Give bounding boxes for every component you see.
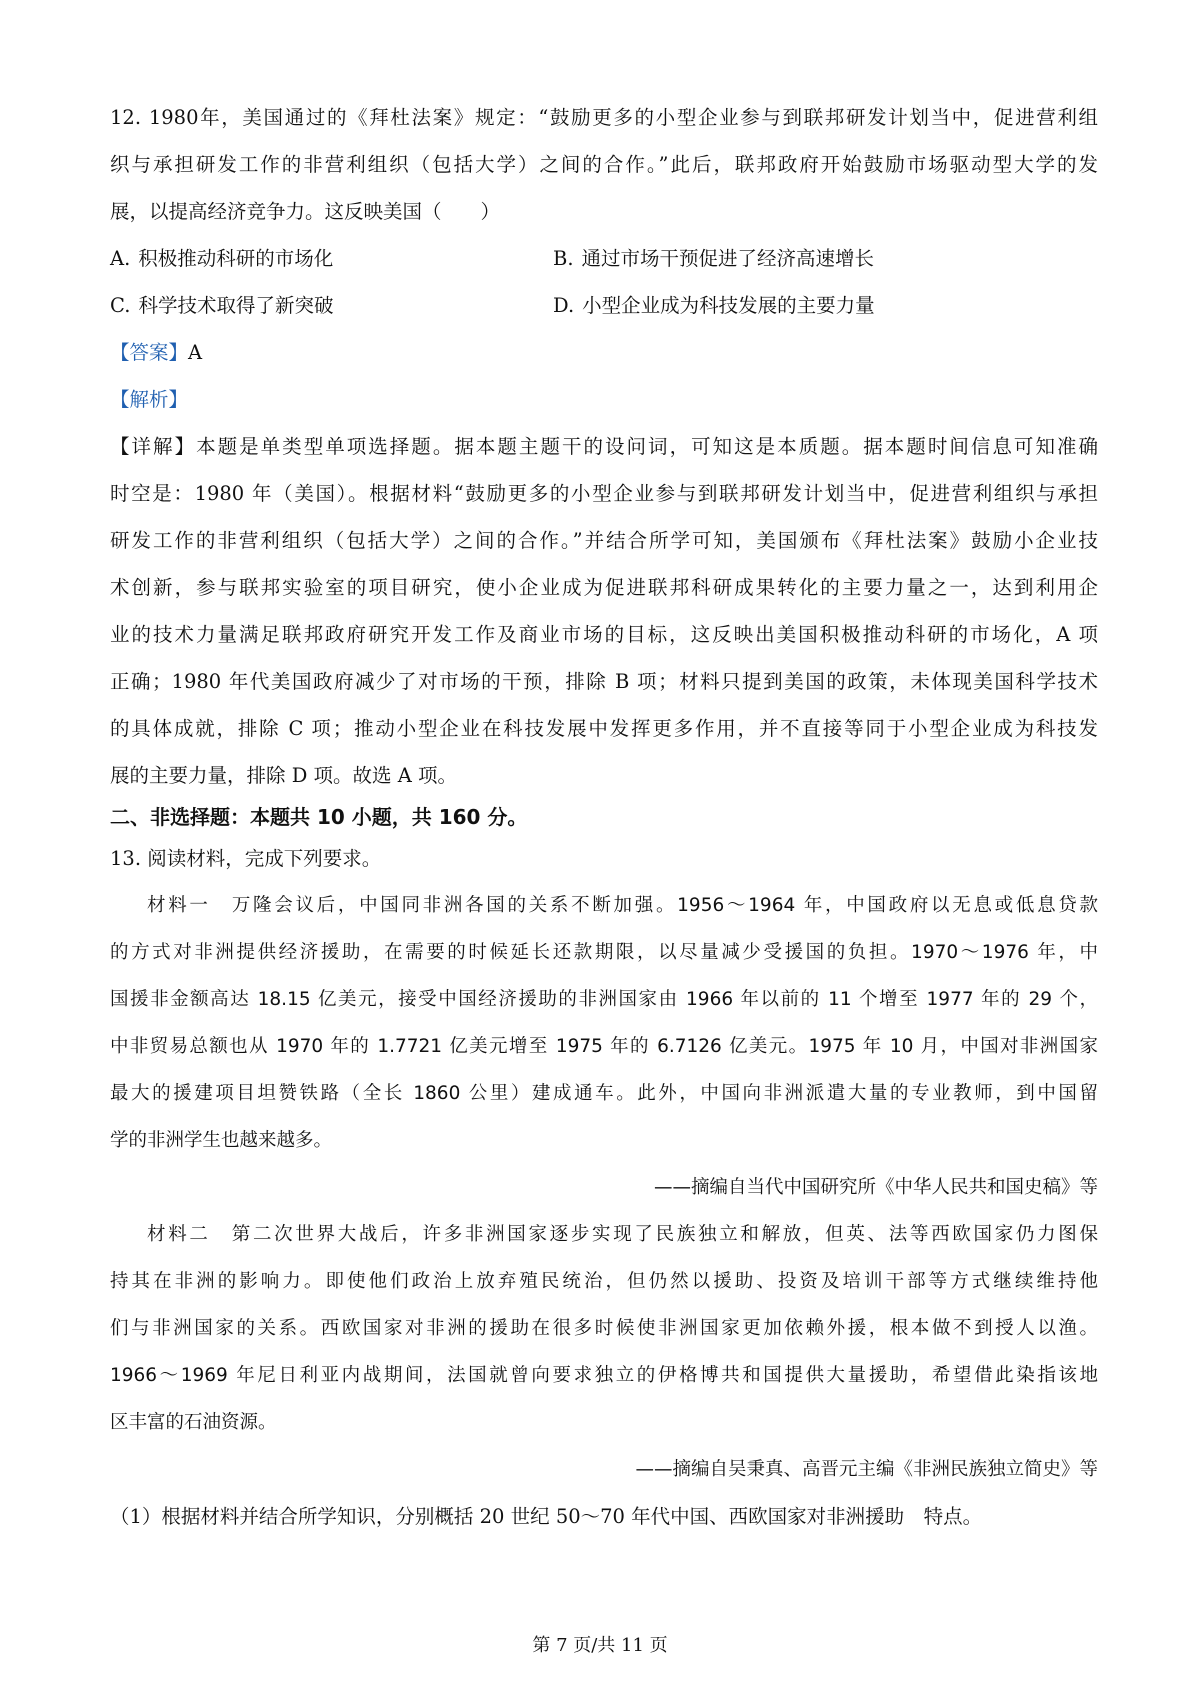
detail-line: 研发工作的非营利组织（包括大学）之间的合作。”并结合所学可知，美国颁布《拜杜法案》鼓励小企业技 [110,529,1098,552]
analysis-line [110,376,1098,423]
material-2-line: 1966～1969 年尼日利亚内战期间，法国就曾向要求独立的伊格博共和国提供大量援助，希望借此染指该地 [110,1365,1098,1386]
analysis-label: 【解析】 [110,388,189,411]
document-page [110,94,1098,1540]
option-b-text: 通过市场干预促进了经济高速增长 [581,247,875,270]
material-2-line: 们与非洲国家的关系。西欧国家对非洲的援助在很多时候使非洲国家更加依赖外援，根本做不到授人以渔。 [110,1318,1098,1339]
answer-line [110,329,1098,376]
material-1-line: 的方式对非洲提供经济援助，在需要的时候延长还款期限，以尽量减少受援国的负担。1970～1976 年，中 [110,942,1098,963]
material-1-line: 材料一 万隆会议后，中国同非洲各国的关系不断加强。1956～1964 年，中国政府以无息或低息贷款 [147,895,1098,916]
detail-line: 正确；1980 年代美国政府减少了对市场的干预，排除 B 项；材料只提到美国的政策，未体现美国科学技术 [110,670,1098,693]
detail-line: 业的技术力量满足联邦政府研究开发工作及商业市场的目标，这反映出美国积极推动科研的市场化，A 项 [110,623,1098,646]
detail-line: 展的主要力量，排除 D 项。故选 A 项。 [110,764,458,787]
page-footer: 第 7 页/共 11 页 [532,1635,668,1656]
question-13-stem: 13. 阅读材料，完成下列要求。 [110,847,382,870]
material-1-line: 中非贸易总额也从 1970 年的 1.7721 亿美元增至 1975 年的 6.7126 亿美元。1975 年 10 月，中国对非洲国家 [110,1036,1098,1057]
material-1-line: 学的非洲学生也越来越多。 [110,1130,333,1151]
material-2-line: 持其在非洲的影响力。即使他们政治上放弃殖民统治，但仍然以援助、投资及培训干部等方式继续维持他 [110,1271,1098,1292]
question-12-stem-line: 织与承担研发工作的非营利组织（包括大学）之间的合作。”此后，联邦政府开始鼓励市场驱动型大学的发 [110,153,1098,176]
detail-line: 时空是：1980 年（美国）。根据材料“鼓励更多的小型企业参与到联邦研发计划当中，促进营利组织与承担 [110,482,1098,505]
answer-value: A [188,341,203,364]
option-d-text: 小型企业成为科技发展的主要力量 [582,294,875,317]
material-1-line: 国援非金额高达 18.15 亿美元，接受中国经济援助的非洲国家由 1966 年以前的 11 个增至 1977 年的 29 个， [110,989,1098,1010]
question-12-options [110,235,1098,329]
option-c [110,282,333,329]
material-2-line: 区丰富的石油资源。 [110,1412,277,1433]
option-a [110,235,333,282]
option-d [553,282,875,329]
material-1-line: 最大的援建项目坦赞铁路（全长 1860 公里）建成通车。此外，中国向非洲派遣大量的专业教师，到中国留 [110,1083,1098,1104]
option-a-text: 积极推动科研的市场化 [138,247,334,270]
sub-question-1: （1）根据材料并结合所学知识，分别概括 20 世纪 50～70 年代中国、西欧国家对非洲援助 特点。 [110,1505,983,1528]
detail-line: 术创新，参与联邦实验室的项目研究，使小企业成为促进联邦科研成果转化的主要力量之一，达到利用企 [110,576,1098,599]
question-13 [110,835,1098,1540]
option-b-letter: B. [553,247,574,270]
material-1-source: ——摘编自当代中国研究所《中华人民共和国史稿》等 [653,1177,1098,1198]
material-2-source: ——摘编自吴秉真、高晋元主编《非洲民族独立简史》等 [635,1459,1098,1480]
answer-label: 【答案】 [110,341,189,364]
detail-line: 的具体成就，排除 C 项；推动小型企业在科技发展中发挥更多作用，并不直接等同于小型企业成为科技发 [110,717,1098,740]
option-d-letter: D. [553,294,575,317]
option-c-text: 科学技术取得了新突破 [138,294,334,317]
option-b [553,235,874,282]
section-heading: 二、非选择题：本题共 10 小题，共 160 分。 [110,805,528,829]
option-a-letter: A. [110,247,131,270]
material-2-line: 材料二 第二次世界大战后，许多非洲国家逐步实现了民族独立和解放，但英、法等西欧国家仍力图保 [147,1224,1098,1245]
detail-line: 【详解】本题是单类型单项选择题。据本题主题干的设问词，可知这是本质题。据本题时间信息可知准确 [110,435,1098,458]
question-12-stem-line: 展，以提高经济竞争力。这反映美国（ ） [110,200,501,223]
question-12-stem-line: 12. 1980年，美国通过的《拜杜法案》规定：“鼓励更多的小型企业参与到联邦研发计划当中，促进营利组 [110,106,1098,129]
option-c-letter: C. [110,294,131,317]
question-12 [110,94,1098,799]
